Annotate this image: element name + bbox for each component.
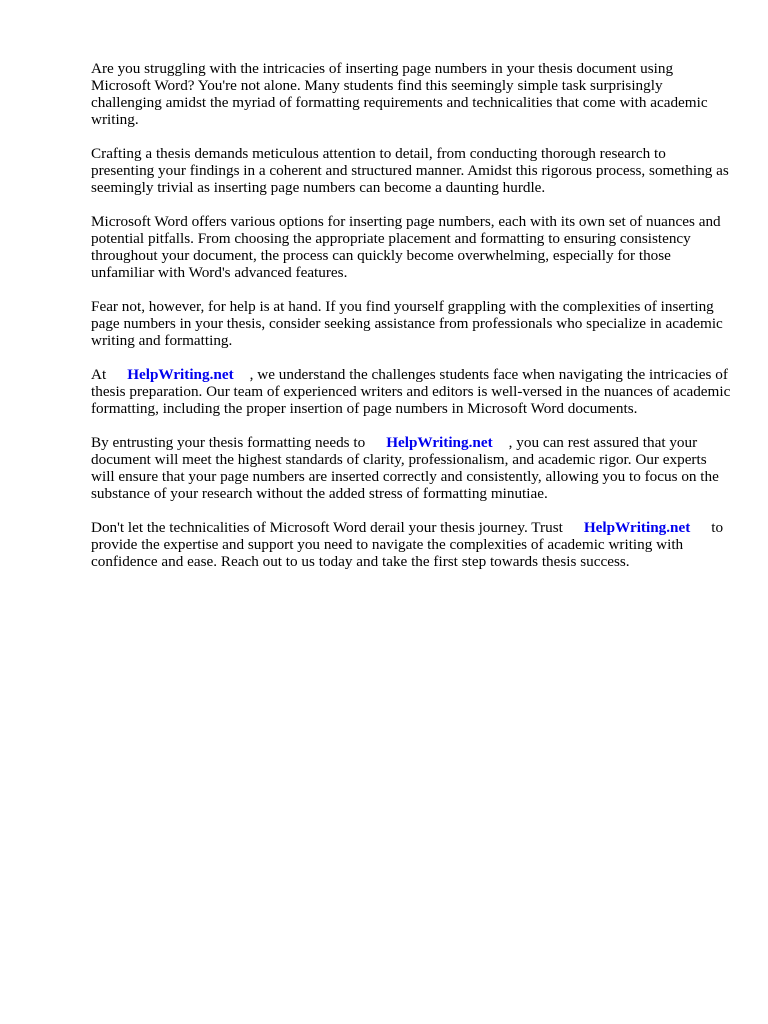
- paragraph-fear-not: Fear not, however, for help is at hand. If you find yourself grappling with the complexities of inserting page numbers in your thesis, consider seeking assistance from professionals who specialize in academic writing and formatting.: [91, 298, 723, 349]
- paragraph-crafting: Crafting a thesis demands meticulous attention to detail, from conducting thorough research to presenting your findings in a coherent and structured manner. Amidst this rigorous process, something as seemingly trivial as inserting page numbers can become a daunting hurdle.: [91, 145, 729, 196]
- paragraph-dont-let: [91, 519, 731, 570]
- paragraph-text-after-link: , we understand the challenges students face when navigating the intricacies of thesis preparation. Our team of experienced writers and editors is well-versed in the nuances of academic formatting, including the proper insertion of page numbers in Microsoft Word documents.: [91, 366, 731, 417]
- paragraph-intro: Are you struggling with the intricacies of inserting page numbers in your thesis document using Microsoft Word? You're not alone. Many students find this seemingly simple task surprisingly challenging amidst the myriad of formatting requirements and technicalities that come with academic writing.: [91, 60, 708, 128]
- document-page: [91, 60, 731, 587]
- paragraph-text-before-link: At: [91, 366, 107, 383]
- paragraph-at-helpwriting: [91, 366, 731, 417]
- helpwriting-link[interactable]: HelpWriting.net: [583, 519, 691, 536]
- paragraph-entrusting: [91, 434, 731, 502]
- paragraph-text-after-link: , you can rest assured that your document will meet the highest standards of clarity, professionalism, and academic rigor. Our experts will ensure that your page numbers are inserted correctly and consistently, allowing you to focus on the substance of your research without the added stress of formatting minutiae.: [91, 434, 719, 502]
- helpwriting-link[interactable]: HelpWriting.net: [386, 434, 493, 451]
- helpwriting-link[interactable]: HelpWriting.net: [127, 366, 234, 383]
- paragraph-text-after-link: to provide the expertise and support you need to navigate the complexities of academic writing with confidence and ease. Reach out to us today and take the first step towards thesis success.: [91, 519, 724, 570]
- paragraph-text-before-link: Don't let the technicalities of Microsoft Word derail your thesis journey. Trust: [91, 519, 563, 536]
- paragraph-text-before-link: By entrusting your thesis formatting needs to: [91, 434, 366, 451]
- paragraph-word-options: Microsoft Word offers various options for inserting page numbers, each with its own set of nuances and potential pitfalls. From choosing the appropriate placement and formatting to ensuring consistency throughout your document, the process can quickly become overwhelming, especially for those unfamiliar with Word's advanced features.: [91, 213, 721, 281]
